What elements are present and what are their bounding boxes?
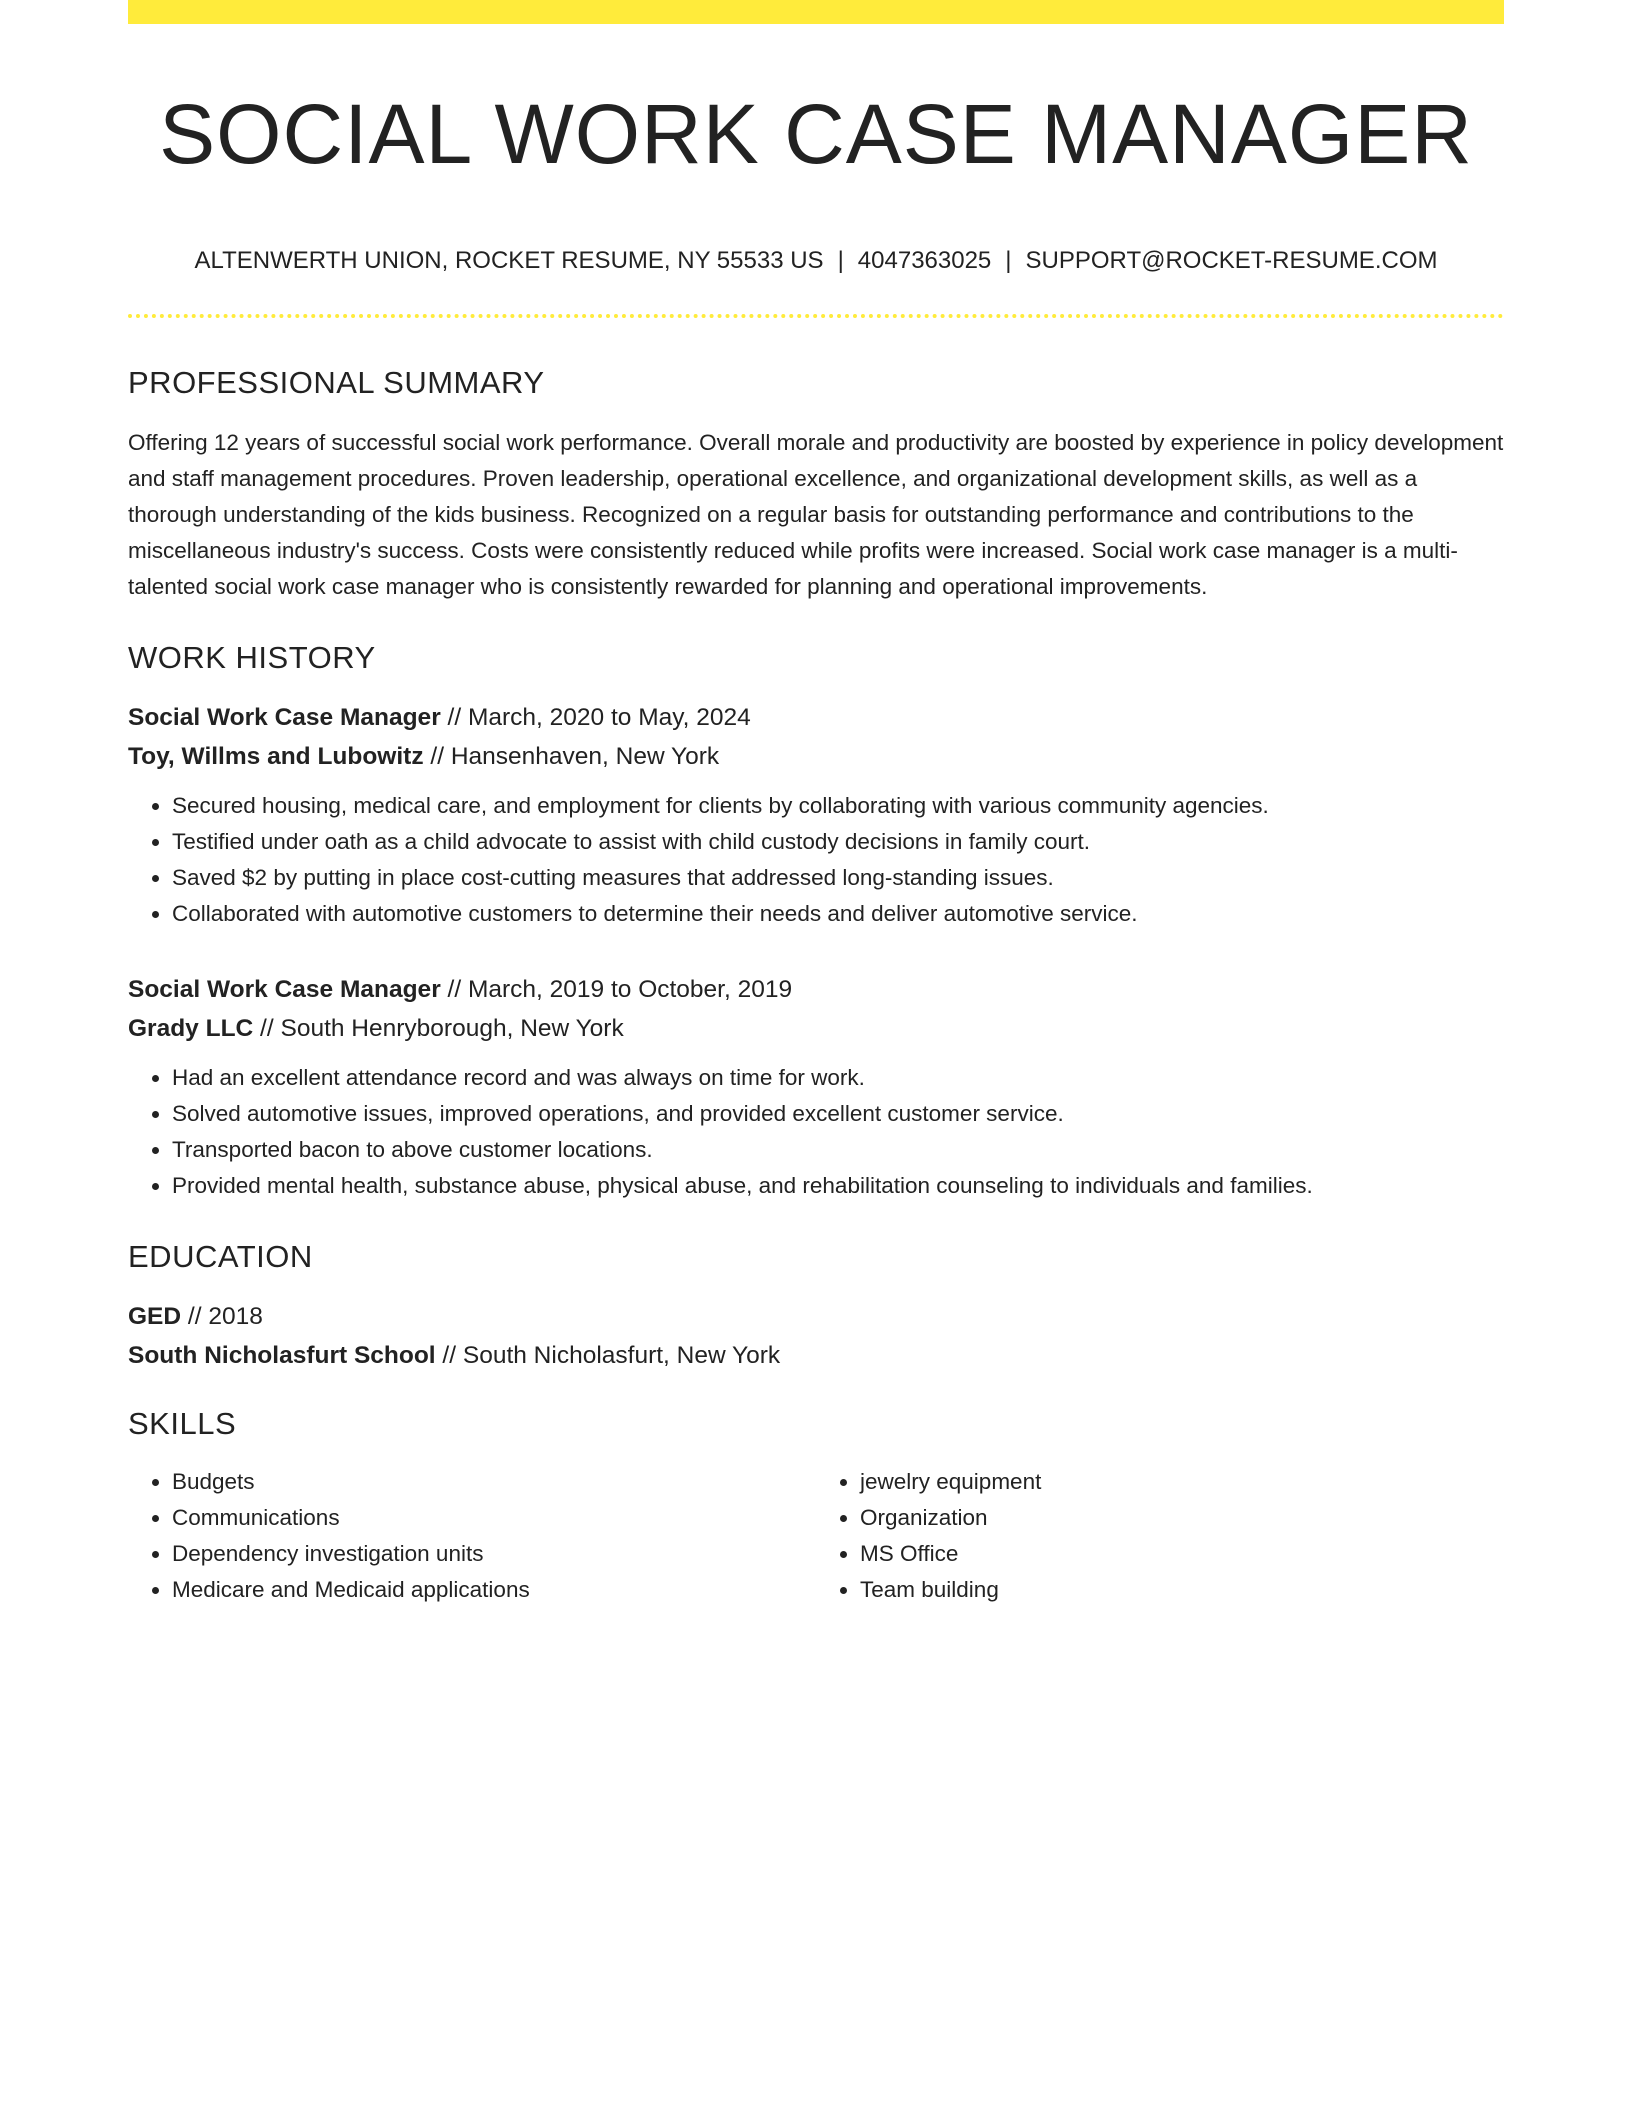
job-dates: // March, 2019 to October, 2019 <box>440 975 793 1003</box>
job-location: // Hansenhaven, New York <box>423 742 720 770</box>
dotted-divider <box>128 314 1504 318</box>
skill-item: • Dependency investigation units <box>172 1536 816 1572</box>
job-company: Grady LLC <box>128 1014 254 1042</box>
job-bullet: • Solved automotive issues, improved operations, and provided excellent customer service. <box>172 1096 1504 1132</box>
job-location: // South Henryborough, New York <box>253 1014 624 1042</box>
job-title: Social Work Case Manager <box>128 975 441 1003</box>
skills-heading: SKILLS <box>128 1406 237 1442</box>
job-dates: // March, 2020 to May, 2024 <box>440 703 751 731</box>
contact-address: ALTENWERTH UNION, ROCKET RESUME, NY 55533 US <box>194 246 824 274</box>
skills-column-right <box>816 1464 1504 1608</box>
education-degree: GED <box>128 1303 182 1331</box>
job-bullets <box>128 1060 1504 1204</box>
resume-page <box>128 0 1504 1608</box>
job-bullets <box>128 788 1504 932</box>
education-degree-line <box>128 1297 1504 1336</box>
job-bullet: • Collaborated with automotive customers to determine their needs and deliver automotive service. <box>172 896 1504 932</box>
contact-line <box>128 247 1504 276</box>
summary-text: Offering 12 years of successful social work performance. Overall morale and productivity are boosted by experience in policy development and staff management procedures. Proven leadership, operational excellence, and organizational development skills, as well as a thorough understanding of the kids business. Recognized on a regular basis for outstanding performance and contributions to the miscellaneous industry's success. Costs were consistently reduced while profits were increased. Social work case manager is a multi-talented social work case manager who is consistently rewarded for planning and operational improvements. <box>128 429 1504 599</box>
education-location: // South Nicholasfurt, New York <box>435 1342 781 1370</box>
skills-list <box>128 1464 1504 1608</box>
job-company-line <box>128 737 1504 776</box>
skill-item: • Medicare and Medicaid applications <box>172 1572 816 1608</box>
contact-phone: 4047363025 <box>857 246 992 274</box>
education-school-line <box>128 1336 1504 1375</box>
job-title: Social Work Case Manager <box>128 703 441 731</box>
contact-separator: | <box>1005 246 1012 274</box>
job-bullet: • Provided mental health, substance abuse, physical abuse, and rehabilitation counseling to individuals and families. <box>172 1168 1504 1204</box>
education-year: // 2018 <box>181 1303 263 1331</box>
job-entry <box>128 698 1504 932</box>
education-entry <box>128 1297 1504 1375</box>
skills-column-left <box>128 1464 816 1608</box>
contact-email: SUPPORT@ROCKET-RESUME.COM <box>1025 246 1438 274</box>
skill-item: • Organization <box>860 1500 1504 1536</box>
job-bullet: • Saved $2 by putting in place cost-cutting measures that addressed long-standing issues. <box>172 860 1504 896</box>
job-bullet: • Secured housing, medical care, and employment for clients by collaborating with various community agencies. <box>172 788 1504 824</box>
skill-item: • Communications <box>172 1500 816 1536</box>
resume-title: SOCIAL WORK CASE MANAGER <box>159 87 1473 181</box>
work-history-heading: WORK HISTORY <box>128 639 376 675</box>
skill-item: • MS Office <box>860 1536 1504 1572</box>
education-school: South Nicholasfurt School <box>128 1342 436 1370</box>
job-bullet: • Had an excellent attendance record and was always on time for work. <box>172 1060 1504 1096</box>
job-bullet: • Testified under oath as a child advocate to assist with child custody decisions in family court. <box>172 824 1504 860</box>
job-company: Toy, Willms and Lubowitz <box>128 742 424 770</box>
top-accent-bar <box>128 0 1504 24</box>
job-company-line <box>128 1009 1504 1048</box>
contact-separator: | <box>837 246 844 274</box>
education-heading: EDUCATION <box>128 1238 313 1274</box>
summary-heading: PROFESSIONAL SUMMARY <box>128 364 545 400</box>
job-title-line <box>128 970 1504 1009</box>
job-entry <box>128 970 1504 1204</box>
skill-item: • Budgets <box>172 1464 816 1500</box>
job-bullet: • Transported bacon to above customer locations. <box>172 1132 1504 1168</box>
skill-item: • jewelry equipment <box>860 1464 1504 1500</box>
skill-item: • Team building <box>860 1572 1504 1608</box>
job-title-line <box>128 698 1504 737</box>
